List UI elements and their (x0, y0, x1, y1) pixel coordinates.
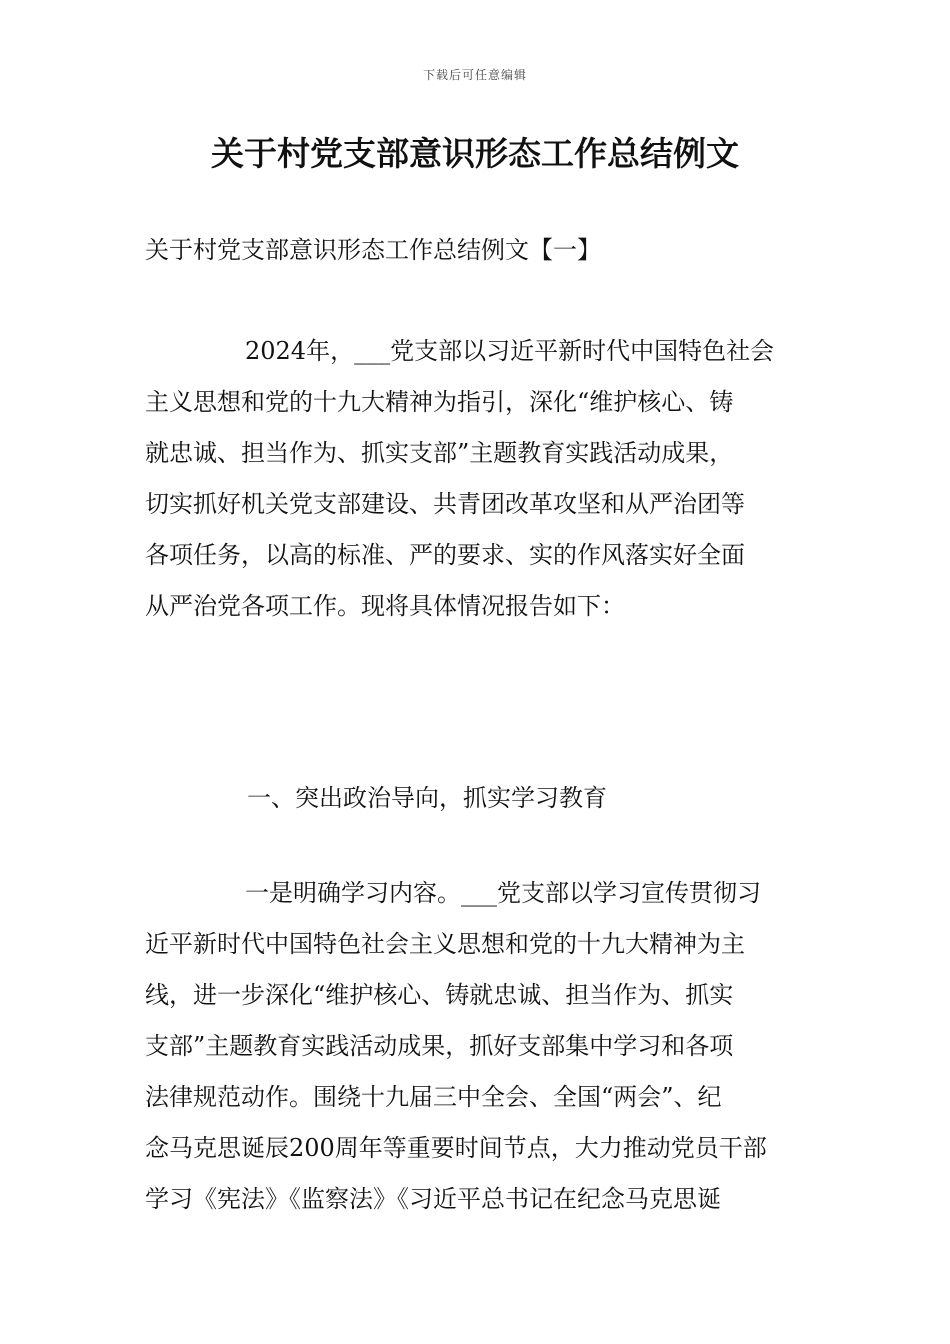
header-note: 下载后可任意编辑 (422, 68, 527, 82)
section-heading: 一、突出政治导向，抓实学习教育 (247, 784, 607, 812)
paragraph-line: 学习《宪法》《监察法》《习近平总书记在纪念马克思诞 (145, 1185, 721, 1213)
paragraph-line: 就忠诚、担当作为、抓实支部”主题教育实践活动成果， (145, 439, 734, 467)
paragraph-line: 从严治党各项工作。现将具体情况报告如下： (145, 592, 625, 620)
paragraph-line: 主义思想和党的十九大精神为指引，深化“维护核心、铸 (145, 388, 734, 416)
paragraph-study-content (145, 868, 807, 1225)
paragraph-line: 法律规范动作。围绕十九届三中全会、全国“两会”、纪 (145, 1083, 722, 1111)
paragraph-line: 线，进一步深化“维护核心、铸就忠诚、担当作为、抓实 (145, 981, 734, 1009)
paragraph-line: 2024年，___党支部以习近平新时代中国特色社会 (245, 337, 775, 365)
document-subtitle: 关于村党支部意识形态工作总结例文【一】 (145, 236, 601, 264)
paragraph-line: 近平新时代中国特色社会主义思想和党的十九大精神为主 (145, 930, 745, 958)
paragraph-line: 一是明确学习内容。___党支部以学习宣传贯彻习 (245, 879, 761, 907)
paragraph-line: 各项任务，以高的标准、严的要求、实的作风落实好全面 (145, 541, 745, 569)
paragraph-line: 支部”主题教育实践活动成果，抓好支部集中学习和各项 (145, 1032, 734, 1060)
paragraph-line: 念马克思诞辰200周年等重要时间节点，大力推动党员干部 (145, 1134, 767, 1162)
document-title: 关于村党支部意识形态工作总结例文 (211, 134, 739, 173)
paragraph-line: 切实抓好机关党支部建设、共青团改革攻坚和从严治团等 (145, 490, 745, 518)
paragraph-intro (145, 326, 807, 632)
